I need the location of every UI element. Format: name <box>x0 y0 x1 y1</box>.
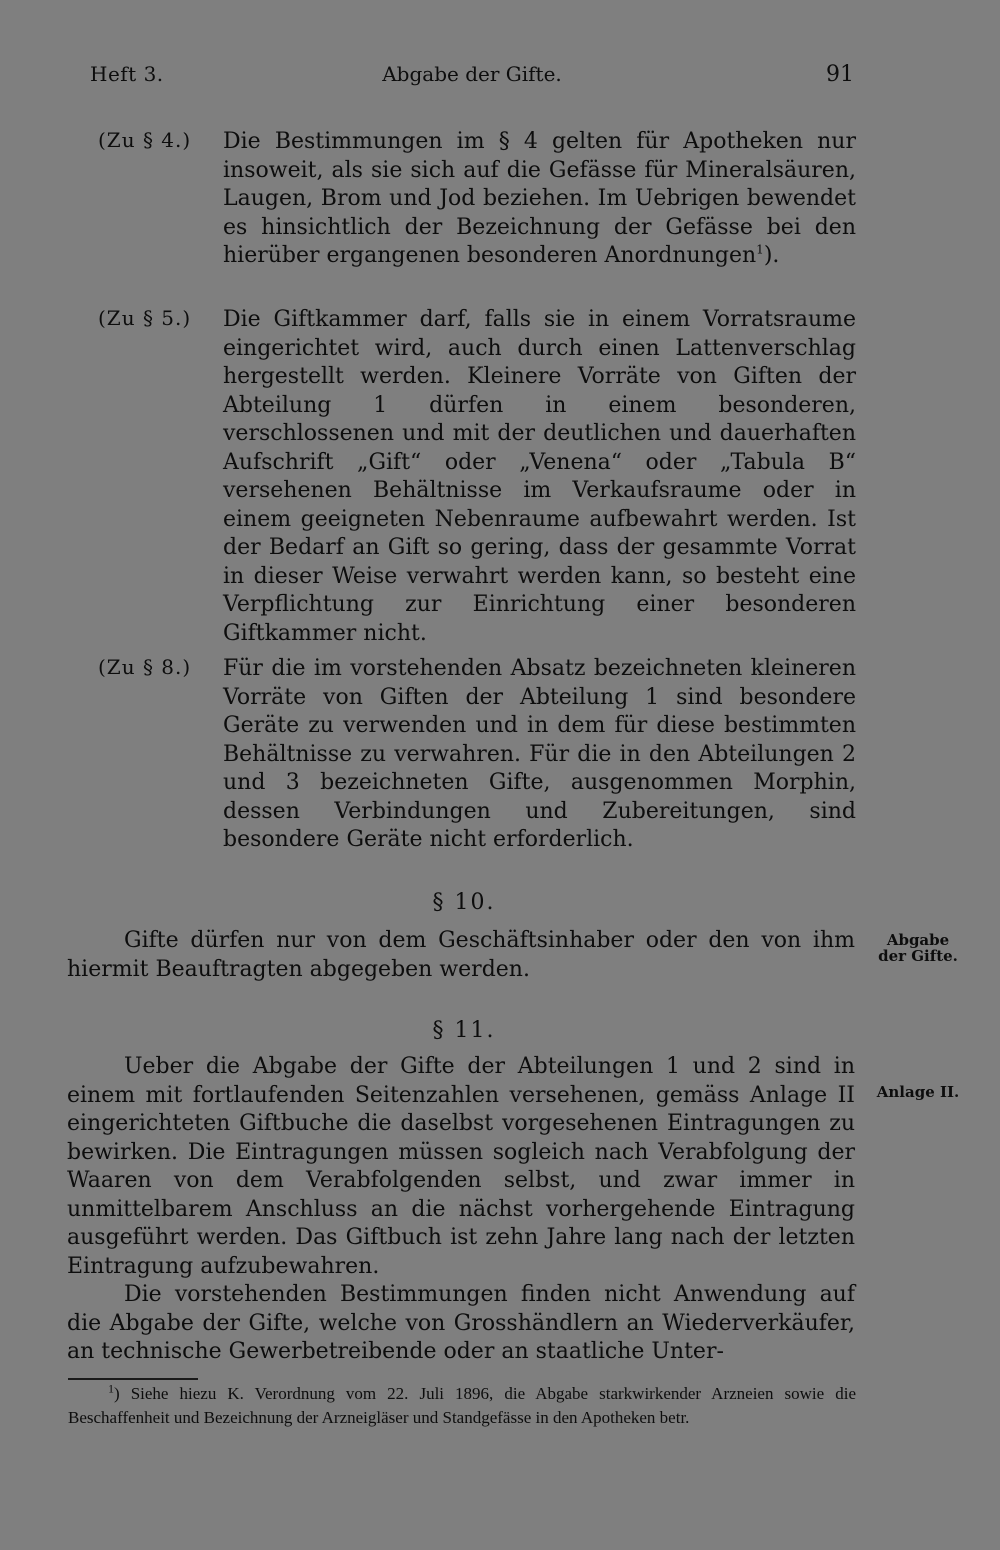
issue-label: Heft 3. <box>90 62 164 86</box>
margin-note-abgabe: Abgabe der Gifte. <box>878 931 958 965</box>
footnote-divider <box>68 1378 198 1380</box>
note-text: Die Giftkammer darf, falls sie in einem Vorratsraume eingerichtet wird, auch durch einen Lattenverschlag hergestellt werden. Kleinere Vorräte von Giften der Abteilung 1 dürfen in einem besonderen, verschlossenen und mit der deutlichen und dauerhaften Aufschrift „Gift“ oder „Venena“ oder „Tabula B“ versehenen Behältnisse im Verkaufsraume oder in einem geeigneten Nebenraume aufbewahrt werden. Ist der Bedarf an Gift so gering, dass der gesammte Vorrat in dieser Weise verwahrt werden kann, so besteht eine Verpflichtung zur Einrichtung einer besonderen Giftkammer nicht. <box>223 307 856 646</box>
note-text: Für die im vorstehenden Absatz bezeichneten kleineren Vorräte von Giften der Abteilung 1 sind besondere Geräte zu verwenden und in dem für diese bestimmten Behältnisse zu verwahren. Für die in den Abteilungen 2 und 3 bezeichneten Gifte, ausgenommen Morphin, dessen Verbindungen und Zubereitungen, sind besondere Geräte nicht erforderlich. <box>223 656 856 852</box>
note-label: (Zu § 5.) <box>98 306 192 330</box>
footnote-ref: 1 <box>756 242 764 257</box>
margin-note-anlage: Anlage II. <box>876 1083 960 1101</box>
section-11-heading: § 11. <box>432 1018 496 1043</box>
page-number: 91 <box>826 62 854 87</box>
note-label: (Zu § 4.) <box>98 128 192 152</box>
footnote-text: ) Siehe hiezu K. Verordnung vom 22. Juli 1896, die Abgabe starkwirkender Arzneien sowie die Beschaffenheit und Bezeichnung der Arzneigläser und Standgefässe in den Apotheken betr. <box>68 1384 856 1427</box>
running-header <box>90 62 854 90</box>
section-10-heading: § 10. <box>432 890 496 915</box>
footnote-marker: 1 <box>108 1381 114 1396</box>
section-10-text: Gifte dürfen nur von dem Geschäftsinhaber oder den von ihm hiermit Beauftragten abgegeben werden. <box>67 928 855 982</box>
section-11-text: Ueber die Abgabe der Gifte der Abteilungen 1 und 2 sind in einem mit fortlaufenden Seitenzahlen versehenen, gemäss Anlage II eingerichteten Giftbuche die daselbst vorgesehenen Eintragungen zu bewirken. Die Eintragungen müssen sogleich nach Verabfolgung der Waaren von dem Verabfolgenden selbst, und zwar immer in unmittelbarem Anschluss an die nächst vorhergehende Eintragung ausgeführt werden. Das Giftbuch ist zehn Jahre lang nach der letzten Eintragung aufzubewahren. <box>67 1054 855 1279</box>
note-label: (Zu § 8.) <box>98 655 192 679</box>
note-text: Die Bestimmungen im § 4 gelten für Apotheken nur insoweit, als sie sich auf die Gefässe für Mineralsäuren, Laugen, Brom und Jod beziehen. Im Uebrigen bewendet es hinsichtlich der Bezeichnung der Gefässe bei den hierüber ergangenen besonderen Anordnungen$^1$). <box>223 129 856 268</box>
section-11-text-continued: Die vorstehenden Bestimmungen finden nicht Anwendung auf die Abgabe der Gifte, welche von Grosshändlern an Wiederverkäufer, an technische Gewerbetreibende oder an staatliche Unter- <box>67 1282 855 1364</box>
running-title: Abgabe der Gifte. <box>382 62 562 86</box>
footnote <box>68 1382 856 1430</box>
